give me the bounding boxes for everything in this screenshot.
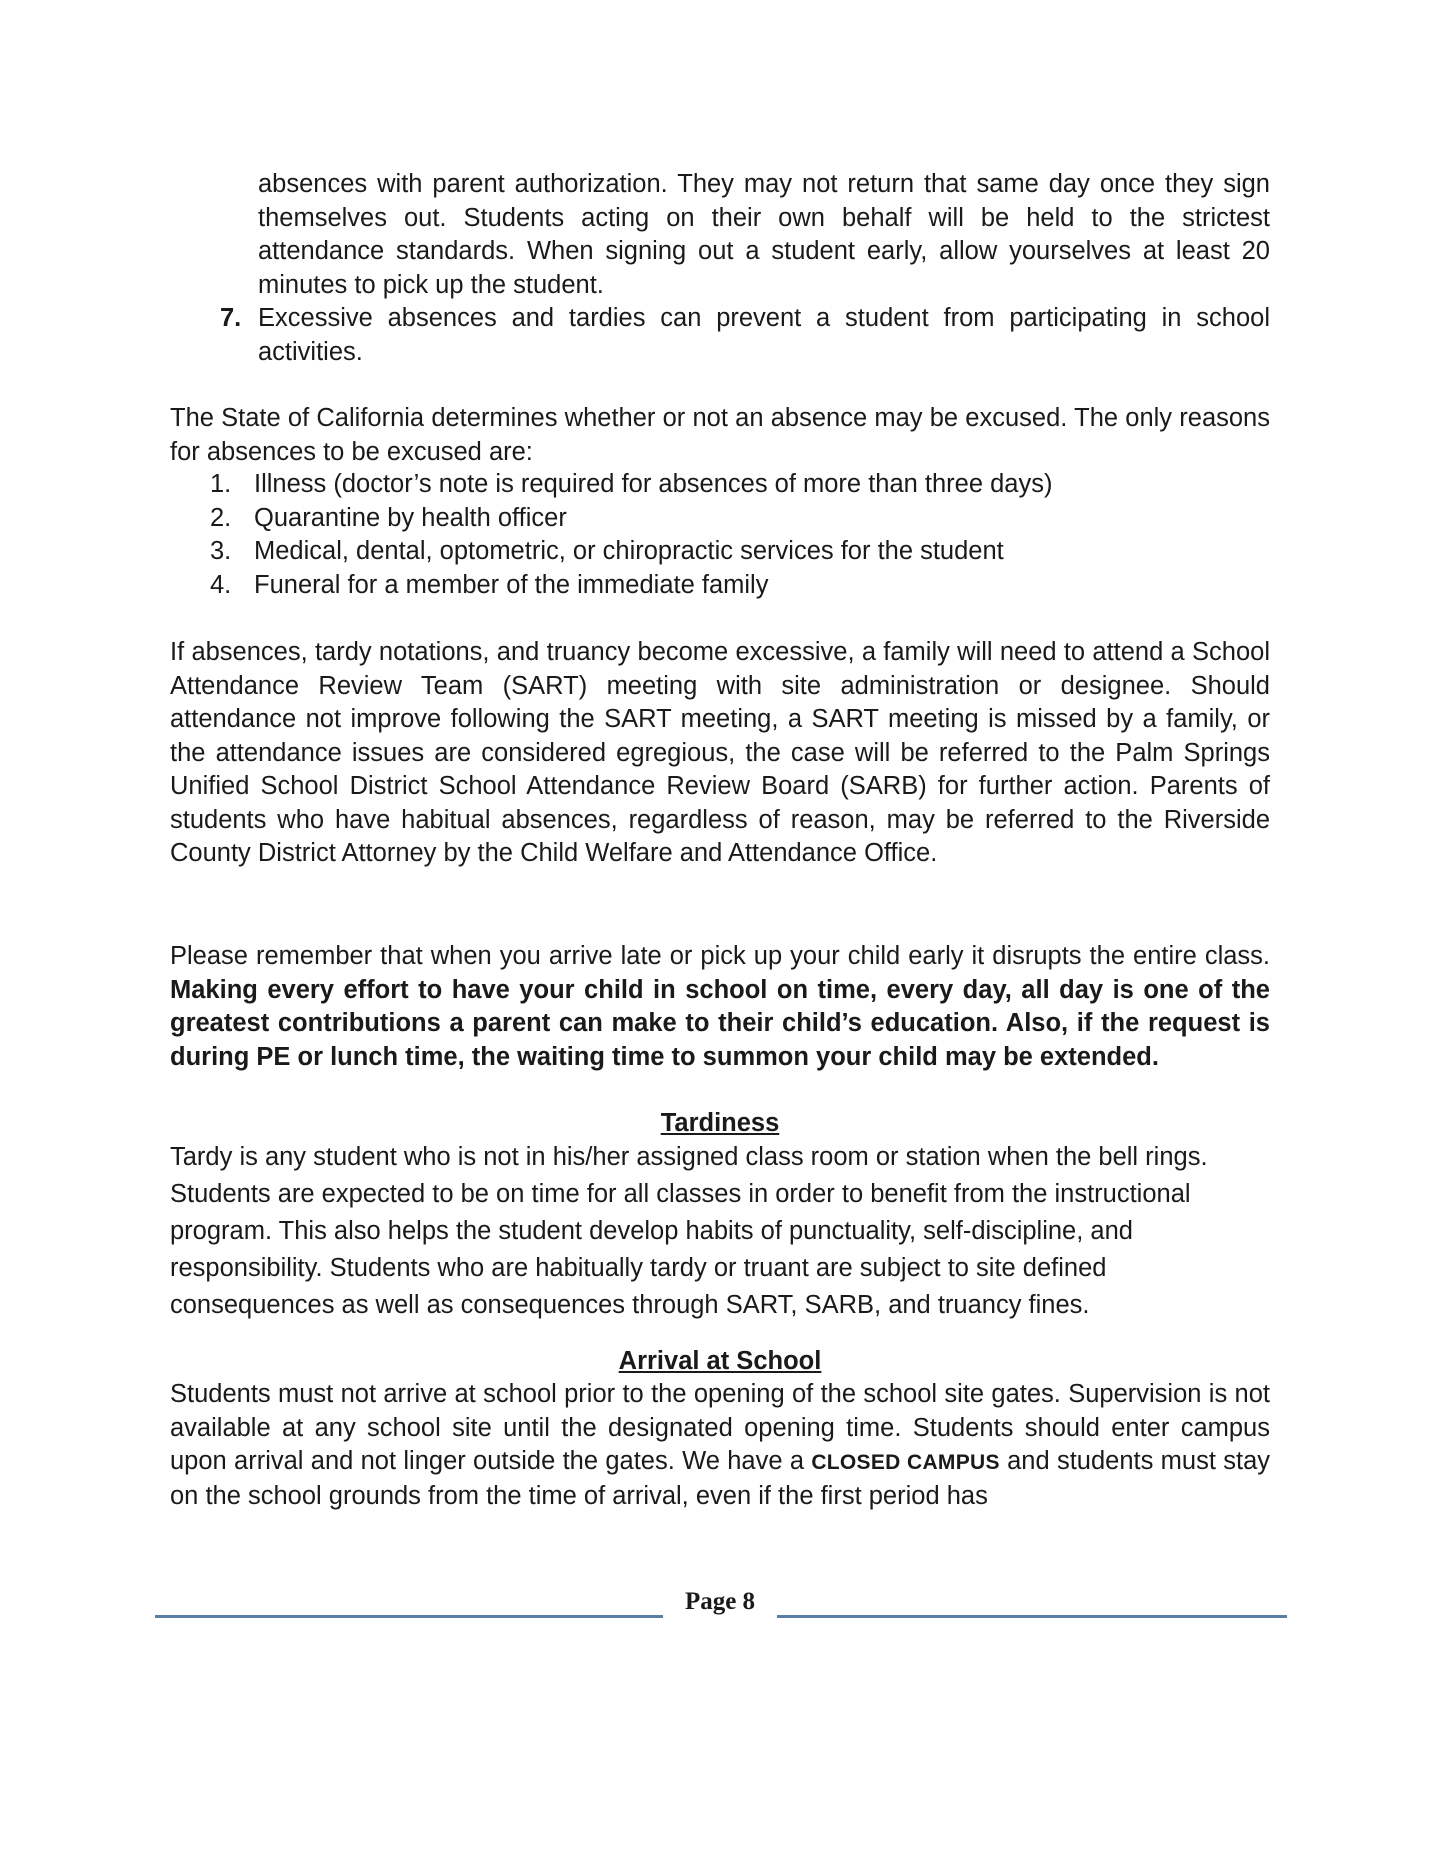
- closed-campus-emphasis: CLOSED CAMPUS: [811, 1451, 1000, 1474]
- list-item-number: 2.: [210, 503, 232, 532]
- excused-reasons-list: [210, 468, 1270, 602]
- page-number: Page 8: [684, 1588, 756, 1615]
- tardiness-heading: Tardiness: [660, 1109, 780, 1137]
- arrival-heading: Arrival at School: [618, 1347, 822, 1375]
- list-item: [210, 502, 1270, 536]
- tardiness-paragraph: Tardy is any student who is not in his/her assigned class room or station when the bell rings. Students are expected to be on time for all classes in order to benefit from the instructional program. This also helps the student develop habits of punctuality, self-discipline, and responsibility. Students who are habitually tardy or truant are subject to site defined consequences as well as consequences through SART, SARB, and truancy fines.: [170, 1143, 1208, 1319]
- list-item: [210, 569, 1270, 603]
- list-item-text: Medical, dental, optometric, or chiropractic services for the student: [254, 537, 1004, 565]
- list-item-text: Excessive absences and tardies can prevent a student from participating in school activities.: [258, 304, 1270, 366]
- footer-rule-right: [777, 1615, 1287, 1618]
- list-item-text: Quarantine by health officer: [254, 503, 567, 532]
- list-item-number: 4.: [210, 570, 232, 599]
- policy-list-continued: [220, 302, 1270, 369]
- sart-paragraph: If absences, tardy notations, and truancy become excessive, a family will need to attend a School Attendance Review Team (SART) meeting with site administration or designee. Should attendance not improve following the SART meeting, a SART meeting is missed by a family, or the attendance issues are considered egregious, the case will be referred to the Palm Springs Unified School District School Attendance Review Board (SARB) for further action. Parents of students who have habitual absences, regardless of reason, may be referred to the Riverside County District Attorney by the Child Welfare and Attendance Office.: [170, 638, 1270, 867]
- list-item-text: Illness (doctor’s note is required for absences of more than three days): [254, 470, 1053, 498]
- list-item: [210, 535, 1270, 569]
- list-item: [210, 468, 1270, 502]
- excused-intro-paragraph: The State of California determines whether or not an absence may be excused. The only reasons for absences to be excused are:: [170, 404, 1270, 466]
- reminder-paragraph: [170, 940, 1270, 1074]
- arrival-text-continued: and students must stay on the school grounds from the time of arrival, even if the first period has: [170, 1447, 1270, 1510]
- arrival-paragraph: [170, 1378, 1270, 1513]
- list-item-number: 3.: [210, 537, 232, 565]
- footer-rule-left: [155, 1615, 663, 1618]
- reminder-bold-text: Making every effort to have your child in school on time, every day, all day is one of the greatest contributions a parent can make to their child’s education. Also, if the request is during PE or lunch time, the waiting time to summon your child may be extended.: [170, 975, 1270, 1071]
- arrival-text: Students must not arrive at school prior to the opening of the school site gates. Supervision is not available at any school site until the designated opening time. Students should enter campus upon arrival and not linger outside the gates. We have a: [170, 1380, 1270, 1475]
- list-item-text: Funeral for a member of the immediate family: [254, 570, 769, 599]
- list-item-number: 1.: [210, 470, 232, 498]
- reminder-text: Please remember that when you arrive late or pick up your child early it disrupts the entire class.: [170, 942, 1270, 970]
- list-item-number: 7.: [220, 304, 242, 332]
- continuation-paragraph: absences with parent authorization. They may not return that same day once they sign themselves out. Students acting on their own behalf will be held to the strictest attendance standards. When signing out a student early, allow yourselves at least 20 minutes to pick up the student.: [258, 170, 1270, 299]
- list-item: [220, 302, 1270, 369]
